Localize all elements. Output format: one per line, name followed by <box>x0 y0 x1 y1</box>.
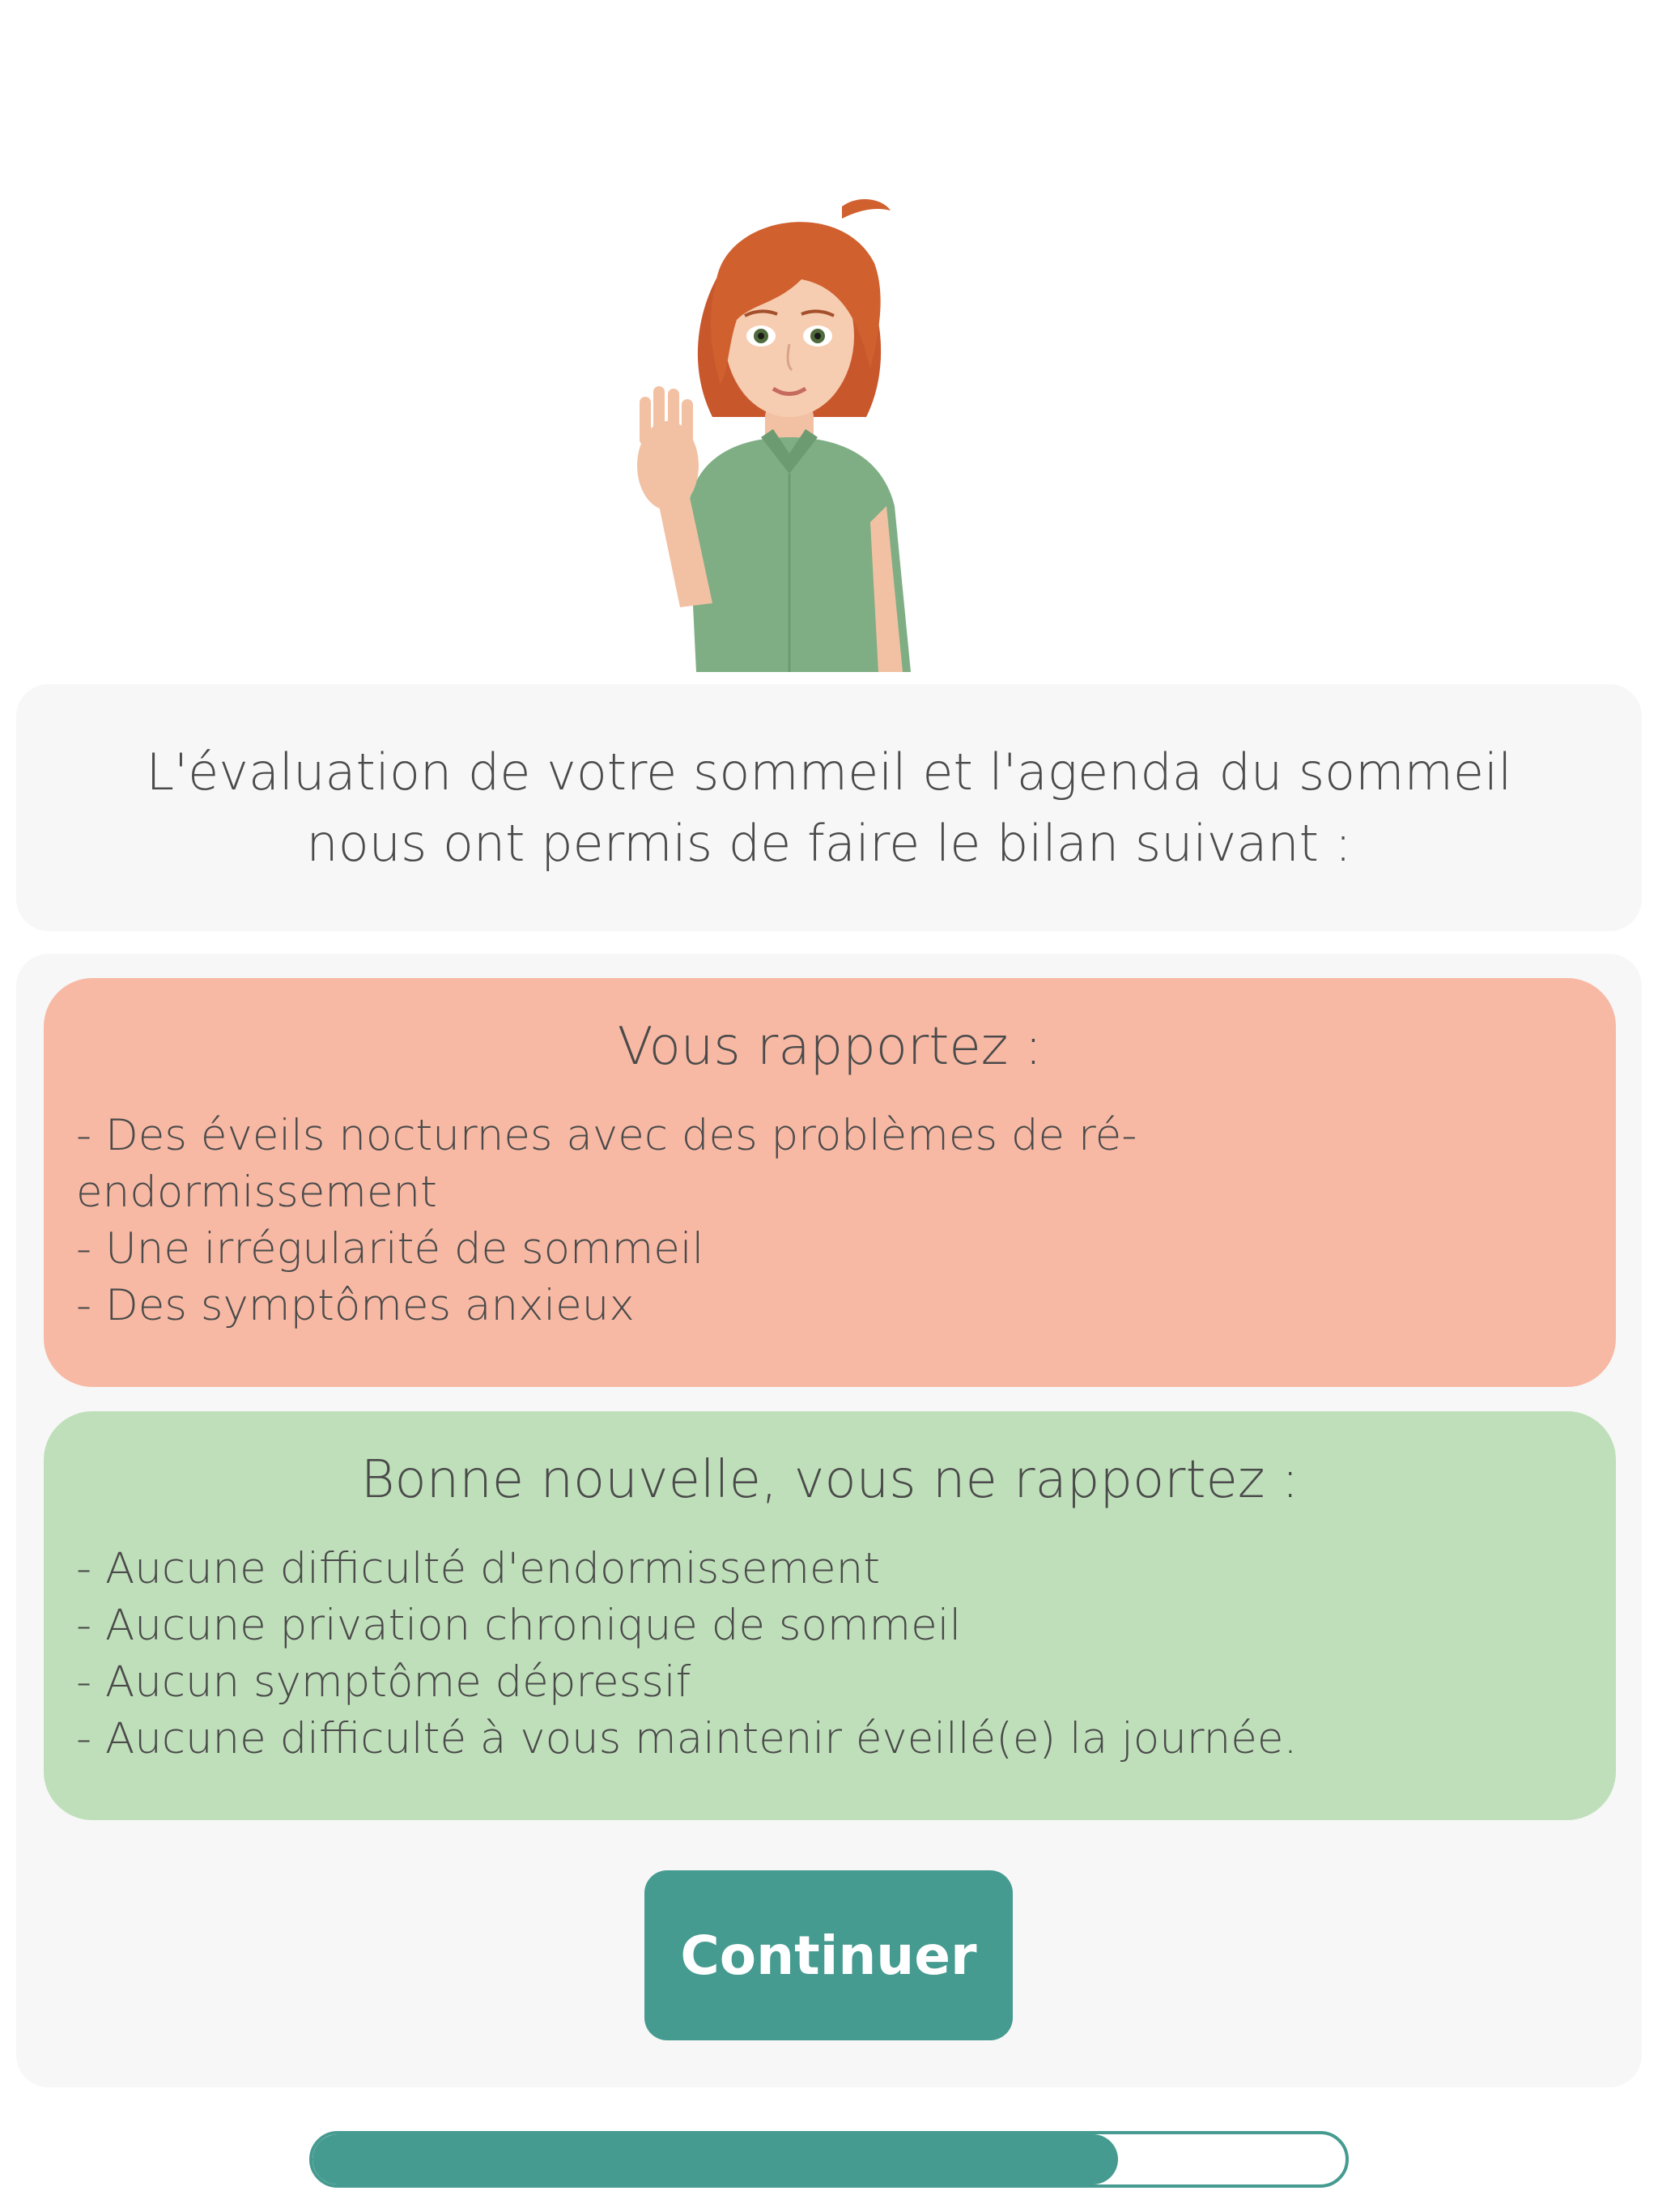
progress-bar <box>309 2131 1349 2188</box>
continue-button[interactable]: Continuer <box>644 1870 1013 2040</box>
assistant-avatar <box>599 182 988 672</box>
list-item: - Une irrégularité de sommeil <box>76 1224 704 1274</box>
list-item: - Aucune difficulté d'endormissement <box>76 1544 881 1593</box>
progress-fill <box>312 2134 1118 2184</box>
not-reported-title: Bonne nouvelle, vous ne rapportez : <box>360 1450 1299 1510</box>
list-item: - Aucune difficulté à vous maintenir éveillé(e) la journée. <box>76 1714 1298 1763</box>
not-reported-box <box>44 1411 1616 1820</box>
list-item: endormissement <box>76 1168 437 1217</box>
reported-box <box>44 978 1616 1387</box>
list-item: - Aucune privation chronique de sommeil <box>76 1601 962 1650</box>
list-item: - Aucun symptôme dépressif <box>76 1657 691 1707</box>
intro-card <box>16 684 1642 931</box>
intro-text: L'évaluation de votre sommeil et l'agenda du sommeil nous ont permis de faire le bilan suivant : <box>146 742 1512 873</box>
not-reported-list <box>76 1541 1584 1767</box>
reported-list <box>76 1108 1584 1334</box>
list-item: - Des éveils nocturnes avec des problèmes de ré- <box>76 1111 1137 1160</box>
list-item: - Des symptômes anxieux <box>76 1281 635 1330</box>
reported-title: Vous rapportez : <box>617 1017 1043 1077</box>
summary-card <box>16 954 1642 2087</box>
